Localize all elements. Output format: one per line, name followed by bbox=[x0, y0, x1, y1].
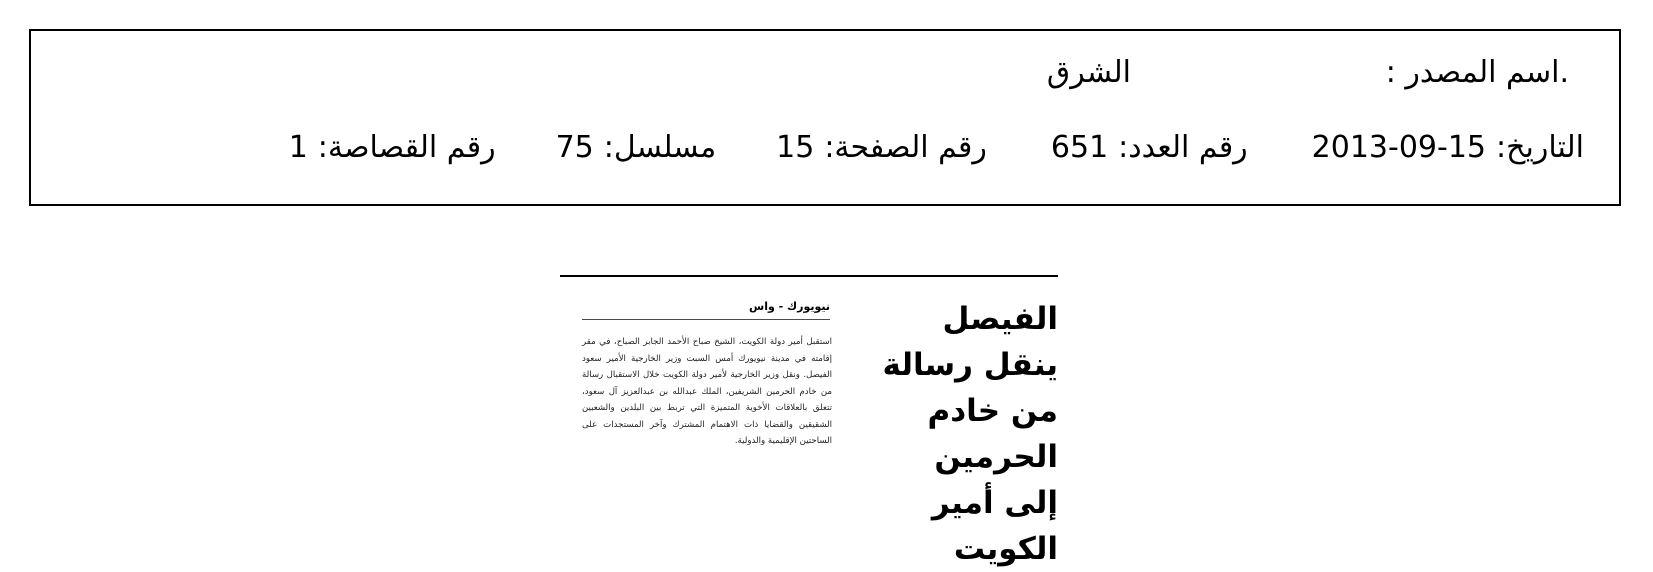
clipping-top-rule bbox=[560, 275, 1058, 277]
serial-label: مسلسل: bbox=[603, 130, 717, 165]
date-field bbox=[1312, 130, 1584, 165]
page-label: رقم الصفحة: bbox=[824, 130, 987, 165]
page-field bbox=[776, 130, 987, 165]
clip-number-label: رقم القصاصة: bbox=[317, 130, 496, 165]
source-label: .اسم المصدر : bbox=[1385, 55, 1569, 90]
date-value: 2013-09-15 bbox=[1311, 130, 1487, 165]
clip-number-field bbox=[289, 130, 496, 165]
metadata-row bbox=[289, 130, 1584, 165]
article-headline: الفيصل ينقل رسالة من خادم الحرمين إلى أمير الكويت bbox=[882, 301, 1058, 567]
serial-field bbox=[556, 130, 717, 165]
date-label: التاريخ: bbox=[1496, 130, 1584, 165]
page-value: 15 bbox=[776, 130, 815, 165]
clipping-metadata-box bbox=[29, 29, 1621, 206]
newspaper-clipping bbox=[560, 272, 1058, 567]
article-body: استقبل أمير دولة الكويت، الشيخ صباح الأحمد الجابر الصباح، في مقر إقامته في مدينة نيويورك أمس السبت وزير الخارجية الأمير سعود الفيصل. ونقل وزير الخارجية لأمير دولة الكويت خلال الاستقبال رسالة من خادم الحرمين الشريفين، الملك عبدالله بن عبدالعزيز آل سعود، تتعلق بالعلاقات الأخوية المتميزة التي تربط بين البلدين والشعبين الشقيقين والقضايا ذات الاهتمام المشترك وآخر المستجدات على الساحتين الإقليمية والدولية. bbox=[582, 337, 832, 446]
issue-field bbox=[1051, 130, 1248, 165]
clip-number-value: 1 bbox=[288, 130, 308, 165]
serial-value: 75 bbox=[555, 130, 594, 165]
issue-value: 651 bbox=[1050, 130, 1109, 165]
issue-label: رقم العدد: bbox=[1118, 130, 1248, 165]
source-value: الشرق bbox=[1046, 55, 1131, 90]
dateline-rule bbox=[582, 319, 830, 320]
article-dateline: نيويورك - واس bbox=[749, 300, 830, 313]
